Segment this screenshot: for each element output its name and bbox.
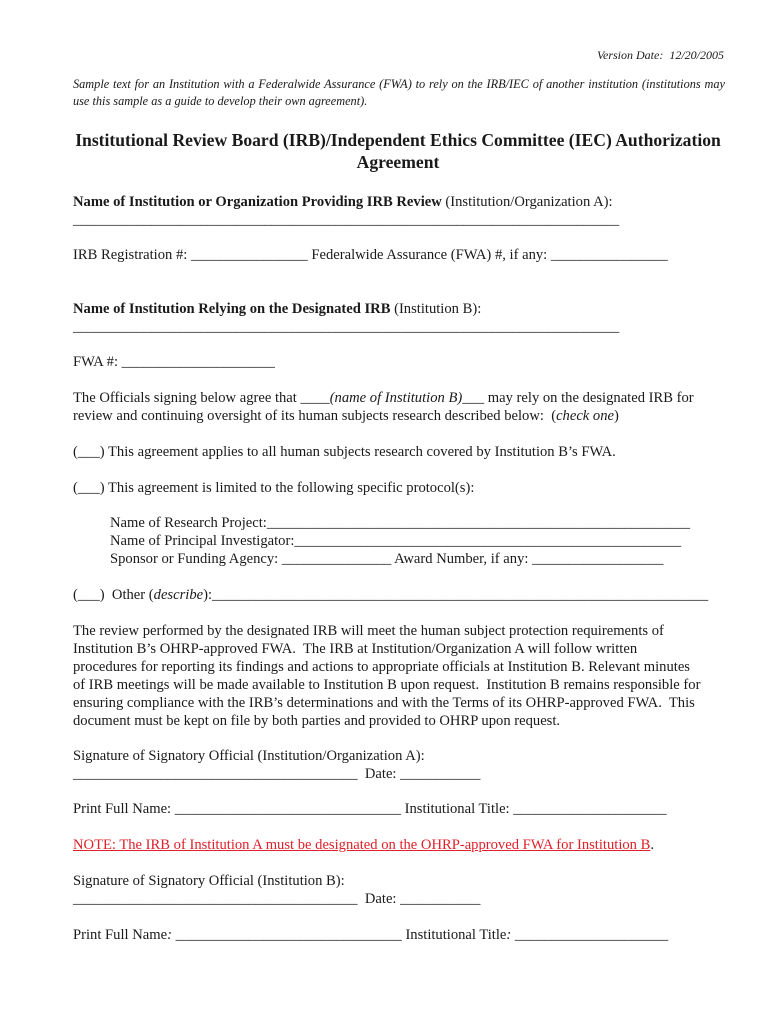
sponsor-award-field[interactable]: Sponsor or Funding Agency: _______________ Award Number, if any: __________________ bbox=[110, 551, 664, 567]
signature-a-print-name-field[interactable]: Print Full Name: _______________________________ Institutional Title: _____________________ bbox=[73, 801, 667, 817]
option-other-pre: (___) Other ( bbox=[73, 587, 154, 603]
signature-b-print-name-field[interactable] bbox=[73, 926, 668, 944]
review-paragraph-line: of IRB meetings will be made available to Institution B upon request. Institution B remains responsible for bbox=[73, 677, 701, 693]
intro-note: Sample text for an Institution with a Federalwide Assurance (FWA) to rely on the IRB/IEC of another institution (institutions may use this sample as a guide to develop their own agreement). bbox=[73, 77, 725, 108]
review-paragraph-line: The review performed by the designated IRB will meet the human subject protection requirements of bbox=[73, 623, 664, 639]
institution-b-label bbox=[73, 300, 481, 318]
institution-a-label bbox=[73, 193, 613, 211]
officials-line-2-pre: review and continuing oversight of its human subjects research described below: ( bbox=[73, 408, 557, 424]
institution-a-label-tail: (Institution/Organization A): bbox=[441, 194, 613, 210]
officials-line-1 bbox=[73, 389, 694, 407]
institution-b-label-bold: Name of Institution Relying on the Designated IRB bbox=[73, 301, 391, 317]
institutional-title-label: _______________________________ Institutional Title bbox=[171, 927, 507, 943]
option-other-post: ):____________________________________________________________________ bbox=[203, 587, 709, 603]
signature-b-label: Signature of Signatory Official (Institution B): bbox=[73, 873, 345, 889]
institution-b-name-blank[interactable]: ____(name of Institution B)___ bbox=[300, 390, 485, 406]
principal-investigator-field[interactable]: Name of Principal Investigator:_____________________________________________________ bbox=[110, 533, 682, 549]
signature-a-field[interactable]: _______________________________________ Date: ___________ bbox=[73, 766, 481, 782]
review-paragraph-line: Institution B’s OHRP-approved FWA. The IRB at Institution/Organization A will follow written bbox=[73, 641, 638, 657]
institutional-title-blank: _____________________ bbox=[511, 927, 669, 943]
institution-a-label-bold: Name of Institution or Organization Providing IRB Review bbox=[73, 194, 442, 210]
officials-line-2 bbox=[73, 407, 619, 425]
review-paragraph-line: procedures for reporting its findings and actions to appropriate officials at Institution B. Relevant minutes bbox=[73, 659, 690, 675]
print-name-colon: : bbox=[167, 927, 172, 943]
fwa-designation-note-text: NOTE: The IRB of Institution A must be designated on the OHRP-approved FWA for Institution B bbox=[73, 837, 651, 853]
check-one-note: check one bbox=[556, 408, 615, 424]
fwa-designation-note bbox=[73, 836, 654, 854]
officials-line-1-post: may rely on the designated IRB for bbox=[484, 390, 694, 406]
irb-registration-line[interactable]: IRB Registration #: ________________ Federalwide Assurance (FWA) #, if any: ________________ bbox=[73, 247, 668, 263]
option-other-describe: describe bbox=[153, 587, 204, 603]
institution-b-label-tail: (Institution B): bbox=[390, 301, 482, 317]
option-other[interactable] bbox=[73, 586, 708, 604]
option-specific-protocols[interactable]: (___) This agreement is limited to the following specific protocol(s): bbox=[73, 480, 475, 496]
option-all-research[interactable]: (___) This agreement applies to all human subjects research covered by Institution B’s FWA. bbox=[73, 444, 616, 460]
version-date: Version Date: 12/20/2005 bbox=[597, 48, 724, 62]
signature-a-label: Signature of Signatory Official (Institution/Organization A): bbox=[73, 748, 425, 764]
research-project-field[interactable]: Name of Research Project:__________________________________________________________ bbox=[110, 515, 691, 531]
review-paragraph-line: document must be kept on file by both parties and provided to OHRP upon request. bbox=[73, 713, 561, 729]
officials-line-1-pre: The Officials signing below agree that bbox=[73, 390, 301, 406]
officials-line-2-post: ) bbox=[614, 408, 619, 424]
institution-a-name-field[interactable]: _____________________________________________________________________________ bbox=[73, 212, 620, 228]
print-name-label: Print Full Name bbox=[73, 927, 168, 943]
institution-b-name-field[interactable]: _____________________________________________________________________________ bbox=[73, 319, 620, 335]
signature-b-field[interactable]: _______________________________________ Date: ___________ bbox=[73, 891, 481, 907]
note-period: . bbox=[650, 837, 655, 853]
institutional-title-colon: : bbox=[506, 927, 512, 943]
review-paragraph-line: ensuring compliance with the IRB’s determinations and with the Terms of its OHRP-approved FWA. This bbox=[73, 695, 695, 711]
fwa-number-field[interactable]: FWA #: _____________________ bbox=[73, 354, 275, 370]
document-title: Institutional Review Board (IRB)/Independent Ethics Committee (IEC) Authorization Agreement bbox=[75, 130, 721, 172]
